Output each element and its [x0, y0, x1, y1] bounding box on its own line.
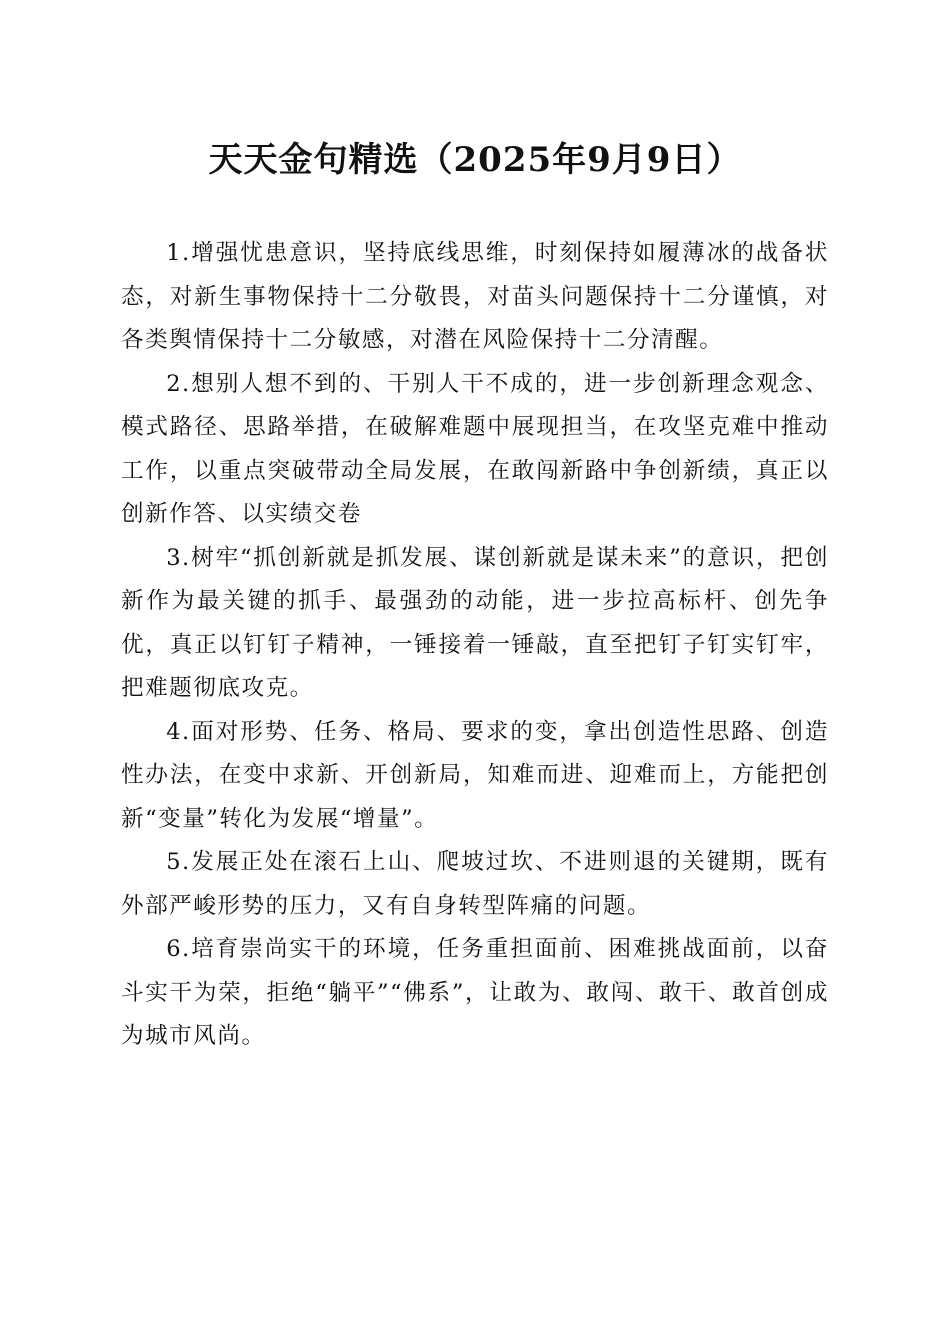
- document-body: [121, 232, 829, 1059]
- document-title: 天天金句精选（2025年9月9日）: [208, 140, 742, 180]
- paragraph-4: 4.面对形势、任务、格局、要求的变，拿出创造性思路、创造性办法，在变中求新、开创新局，知难而进、迎难而上，方能把创新“变量”转化为发展“增量”。: [121, 718, 829, 832]
- paragraph-6: 6.培育崇尚实干的环境，任务重担面前、困难挑战面前，以奋斗实干为荣，拒绝“躺平”“佛系”，让敢为、敢闯、敢干、敢首创成为城市风尚。: [121, 936, 829, 1049]
- paragraph-5: 5.发展正处在滚石上山、爬坡过坎、不进则退的关键期，既有外部严峻形势的压力，又有自身转型阵痛的问题。: [121, 849, 829, 919]
- paragraph-1: 1.增强忧患意识，坚持底线思维，时刻保持如履薄冰的战备状态，对新生事物保持十二分敬畏，对苗头问题保持十二分谨慎，对各类舆情保持十二分敏感，对潜在风险保持十二分清醒。: [121, 240, 829, 353]
- paragraph-3: 3.树牢“抓创新就是抓发展、谋创新就是谋未来”的意识，把创新作为最关键的抓手、最强劲的动能，进一步拉高标杆、创先争优，真正以钉钉子精神，一锤接着一锤敲，直至把钉子钉实钉牢，把难题彻底攻克。: [121, 544, 829, 701]
- paragraph-2: 2.想别人想不到的、干别人干不成的，进一步创新理念观念、模式路径、思路举措，在破解难题中展现担当，在攻坚克难中推动工作，以重点突破带动全局发展，在敢闯新路中争创新绩，真正以创新作答、以实绩交卷: [121, 370, 829, 527]
